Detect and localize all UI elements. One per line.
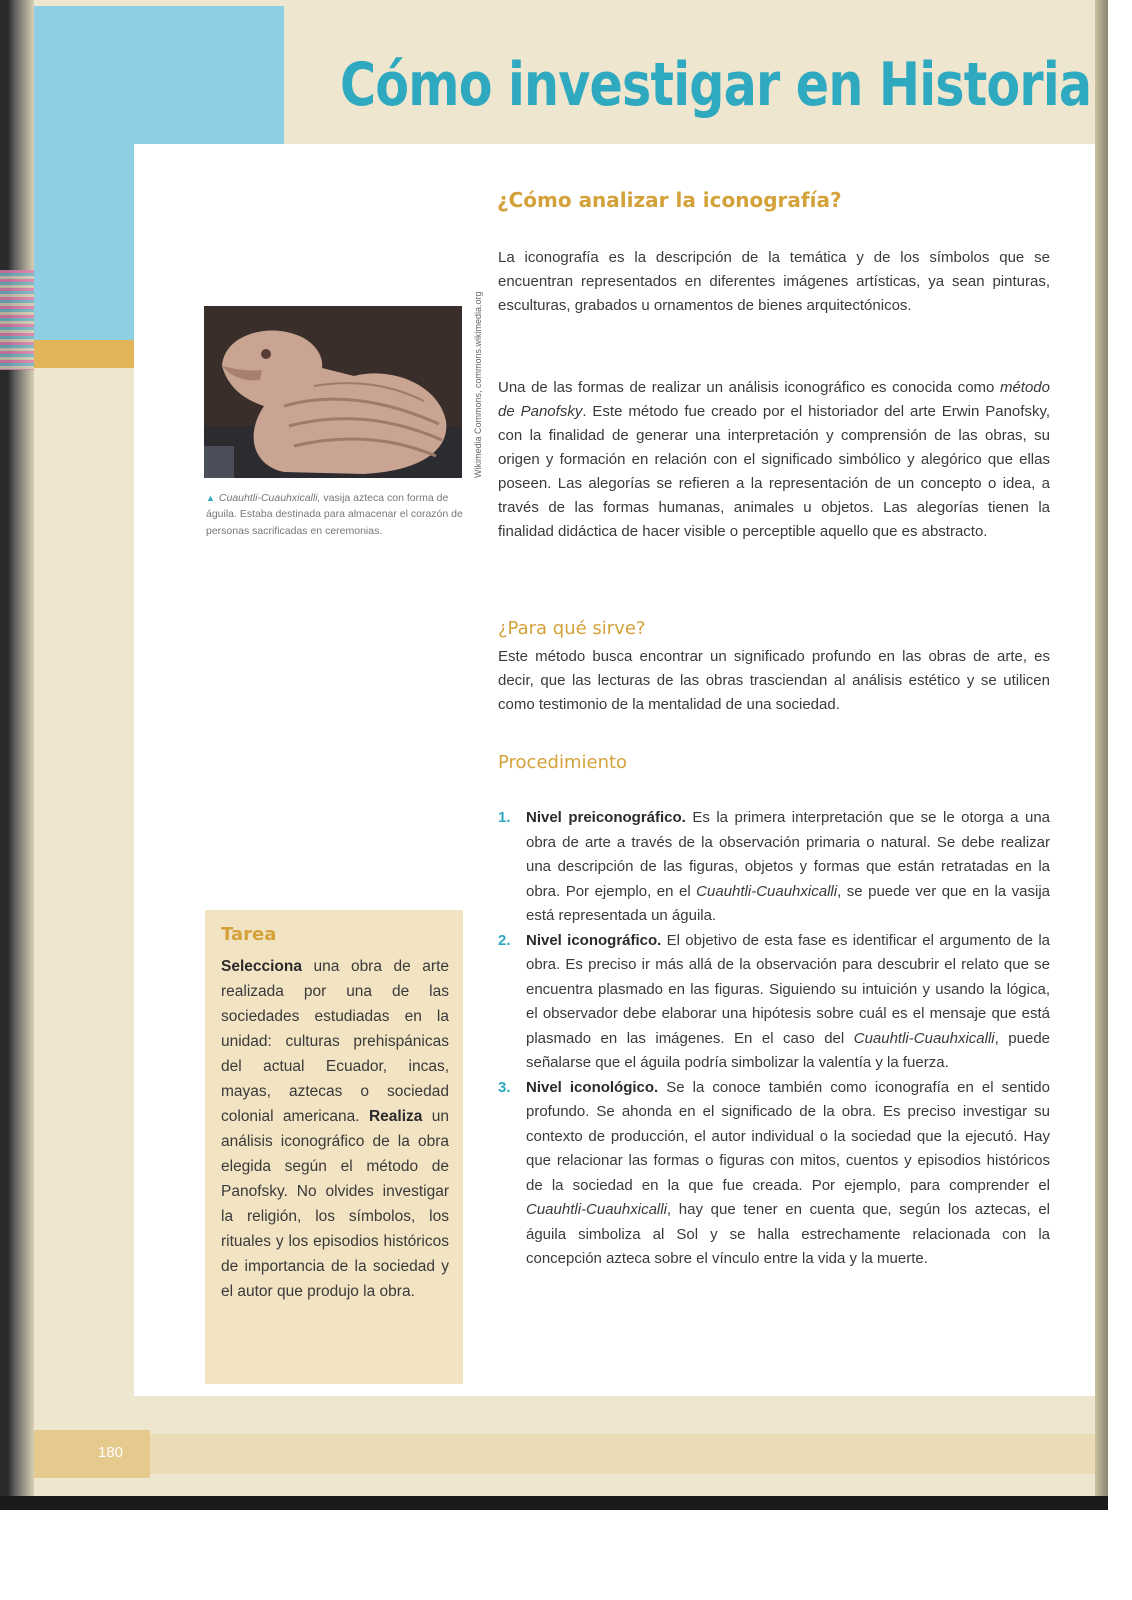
tarea-title: Tarea	[221, 924, 277, 945]
caption-italic: Cuauhtli-Cuauhxicalli,	[218, 492, 321, 504]
paragraph-purpose: Este método busca encontrar un significado profundo en las obras de arte, es decir, que las lecturas de las obras trasciendan al análisis estético y se utilicen como testimonio de la mentalidad de una sociedad.	[498, 648, 1050, 713]
subheading-para-que-sirve: ¿Para qué sirve?	[498, 618, 646, 639]
paragraph-panofsky: Una de las formas de realizar un análisis iconográfico es conocida como método de Panofsky. Este método fue creado por el historiador del arte Erwin Panofsky, con la finalidad de generar una interpretación y comprensión de las obras, su origen y formación en relación con el significado simbólico y alegórico que ellas poseen. Las alegorías se refieren a la representación de un concepto o idea, a través de las formas humanas, animales u objetos. Las alegorías tienen la finalidad didáctica de hacer visible o perceptible aquello que es abstracto.	[498, 379, 1050, 540]
eagle-vessel-photo	[204, 306, 462, 478]
left-blue-band	[34, 144, 134, 340]
page-number: 180	[98, 1444, 124, 1461]
procedure-list	[498, 806, 1050, 1272]
photo-caption	[206, 490, 464, 539]
procedure-step: 1. Nivel preiconográfico. Es la primera interpretación que se le otorga a una obra de arte a través de la observación primaria o natural. Se debe realizar una descripción de las figuras, objetos y formas que están retratadas en la obra. Por ejemplo, en el Cuauhtli-Cuauhxicalli, se puede ver que en la vasija está representada un águila.	[498, 809, 1051, 924]
top-blue-block	[34, 6, 284, 144]
scan-bottom-edge	[0, 1496, 1108, 1510]
page-right-edge	[1095, 0, 1108, 1510]
footer-band	[34, 1434, 1095, 1474]
caption-triangle-icon: ▲	[206, 493, 215, 503]
subheading-procedimiento: Procedimiento	[498, 752, 628, 773]
left-gold-band	[34, 340, 134, 368]
caption-text: vasija azteca con forma de águila. Estaba destinada para almacenar el corazón de personas sacrificadas en ceremonias.	[206, 492, 463, 537]
eagle-vessel-illustration	[204, 306, 462, 478]
procedure-step: 2. Nivel iconográfico. El objetivo de esta fase es identificar el argumento de la obra. Es preciso ir más allá de la observación para descubrir el relato que se encuentra plasmado en las figuras. Siguiendo su intuición y usando la lógica, el observador debe elaborar una hipótesis sobre cuál es el mensaje que está plasmado en las imágenes. En el caso del Cuauhtli-Cuauhxicalli, puede señalarse que el águila podría simbolizar la valentía y la fuerza.	[498, 931, 1051, 1071]
procedure-step: 3. Nivel iconológico. Se la conoce también como iconografía en el sentido profundo. Se ahonda en el significado de la obra. Es preciso investigar su contexto de producción, el autor individual o la sociedad que la ejecutó. Hay que relacionar las formas o figuras con mitos, cuentos y episodios históricos de la sociedad en la que fue creada. Por ejemplo, para comprender el Cuauhtli-Cuauhxicalli, hay que tener en cuenta que, según los aztecas, el águila simboliza al Sol y se halla estrechamente relacionada con la concepción azteca sobre el vínculo entre la vida y la muerte.	[498, 1078, 1050, 1267]
section-heading: ¿Cómo analizar la iconografía?	[497, 188, 842, 212]
page-title: Cómo investigar en Historia	[340, 50, 1092, 120]
tarea-text: Selecciona una obra de arte realizada por una de las sociedades estudiadas en la unidad: culturas prehispánicas del actual Ecuador, incas, mayas, aztecas o sociedad colonial americana. Realiza un análisis iconográfico de la obra elegida según el método de Panofsky. No olvides investigar la religión, los símbolos, los rituales y los episodios históricos de importancia de la sociedad y el autor que produjo la obra.	[221, 958, 449, 1300]
tarea-box	[205, 910, 463, 1384]
binding-color-stripes	[0, 270, 34, 370]
page-number-tab	[34, 1430, 150, 1478]
photo-credit: Wikimedia Commons, commons.wikimedia.org	[473, 291, 483, 478]
book-binding	[0, 0, 34, 1510]
paragraph-intro: La iconografía es la descripción de la temática y de los símbolos que se encuentran representados en diferentes imágenes artísticas, ya sean pinturas, esculturas, grabados u ornamentos de bienes arquitectónicos.	[498, 249, 1050, 314]
